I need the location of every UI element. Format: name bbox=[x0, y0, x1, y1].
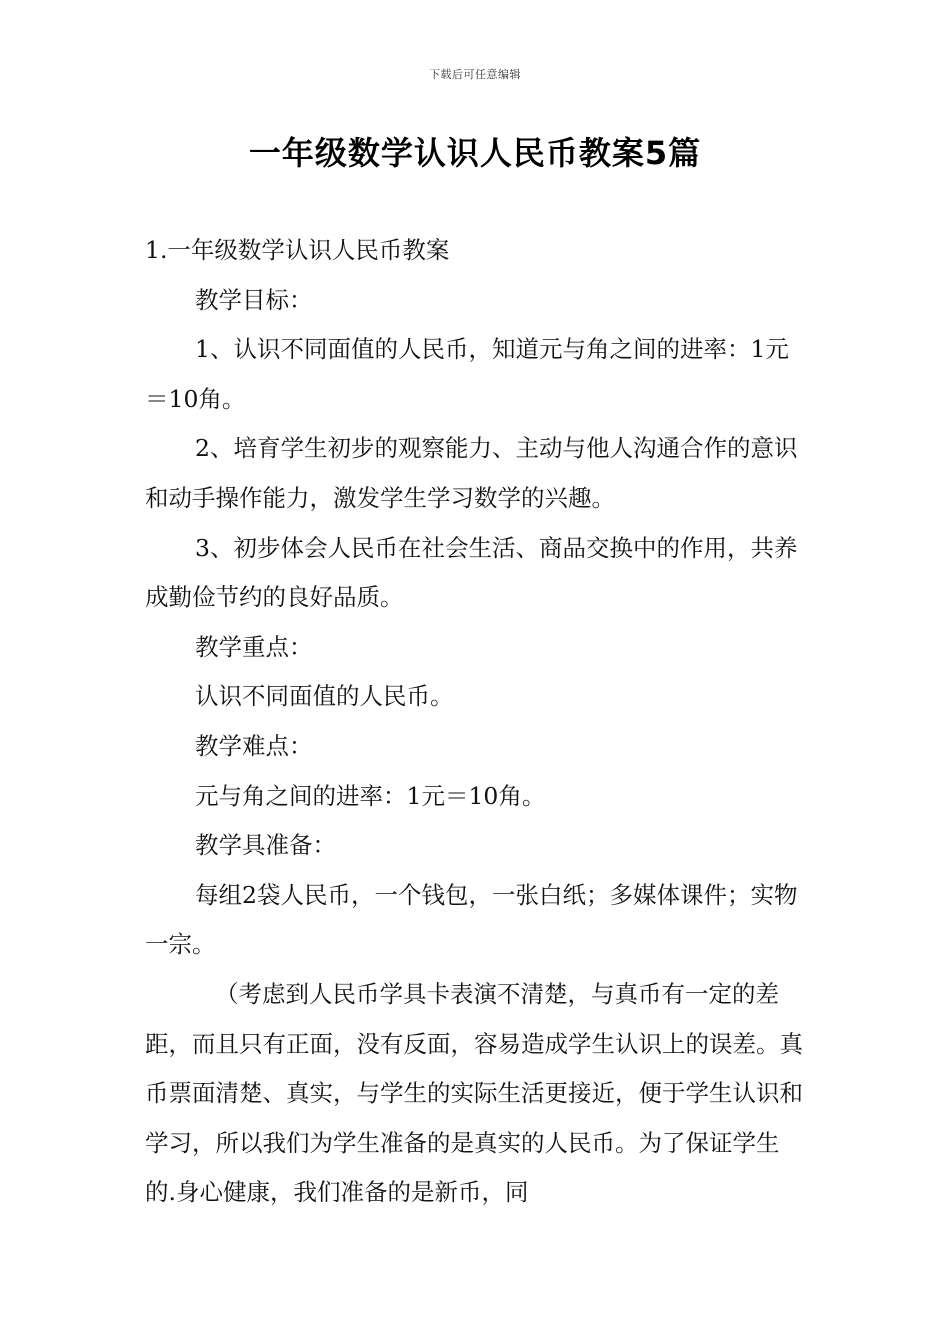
difficulty-text: 元与角之间的进率：1元＝10角。 bbox=[195, 781, 546, 810]
header-note: 下载后可任意编辑 bbox=[429, 68, 521, 81]
goals-label: 教学目标： bbox=[195, 285, 313, 314]
goal-1-paragraph: 1、认识不同面值的人民币，知道元与角之间的进率：1元＝10角。 bbox=[145, 335, 789, 413]
difficulty-label: 教学难点： bbox=[195, 731, 313, 760]
note-paragraph: （考虑到人民币学具卡表演不清楚，与真币有一定的差距，而且只有正面，没有反面，容易造成学生认识上的误差。真币票面清楚、真实，与学生的实际生活更接近，便于学生认识和学习，所以我们为学生准备的是真实的人民币。为了保证学生的.身心健康，我们准备的是新币，同 bbox=[145, 979, 803, 1207]
materials-label: 教学具准备： bbox=[195, 831, 336, 860]
key-point-label: 教学重点： bbox=[195, 632, 313, 661]
section-heading: 1.一年级数学认识人民币教案 bbox=[145, 236, 450, 264]
key-point-text: 认识不同面值的人民币。 bbox=[195, 682, 454, 711]
goal-2-paragraph: 2、培育学生初步的观察能力、主动与他人沟通合作的意识和动手操作能力，激发学生学习数学的兴趣。 bbox=[145, 434, 798, 512]
document-body bbox=[145, 226, 810, 1218]
materials-paragraph: 每组2袋人民币，一个钱包，一张白纸；多媒体课件；实物一宗。 bbox=[145, 880, 798, 959]
goal-3-paragraph: 3、初步体会人民币在社会生活、商品交换中的作用，共养成勤俭节约的良好品质。 bbox=[145, 533, 798, 612]
document-title: 一年级数学认识人民币教案5篇 bbox=[248, 134, 702, 172]
